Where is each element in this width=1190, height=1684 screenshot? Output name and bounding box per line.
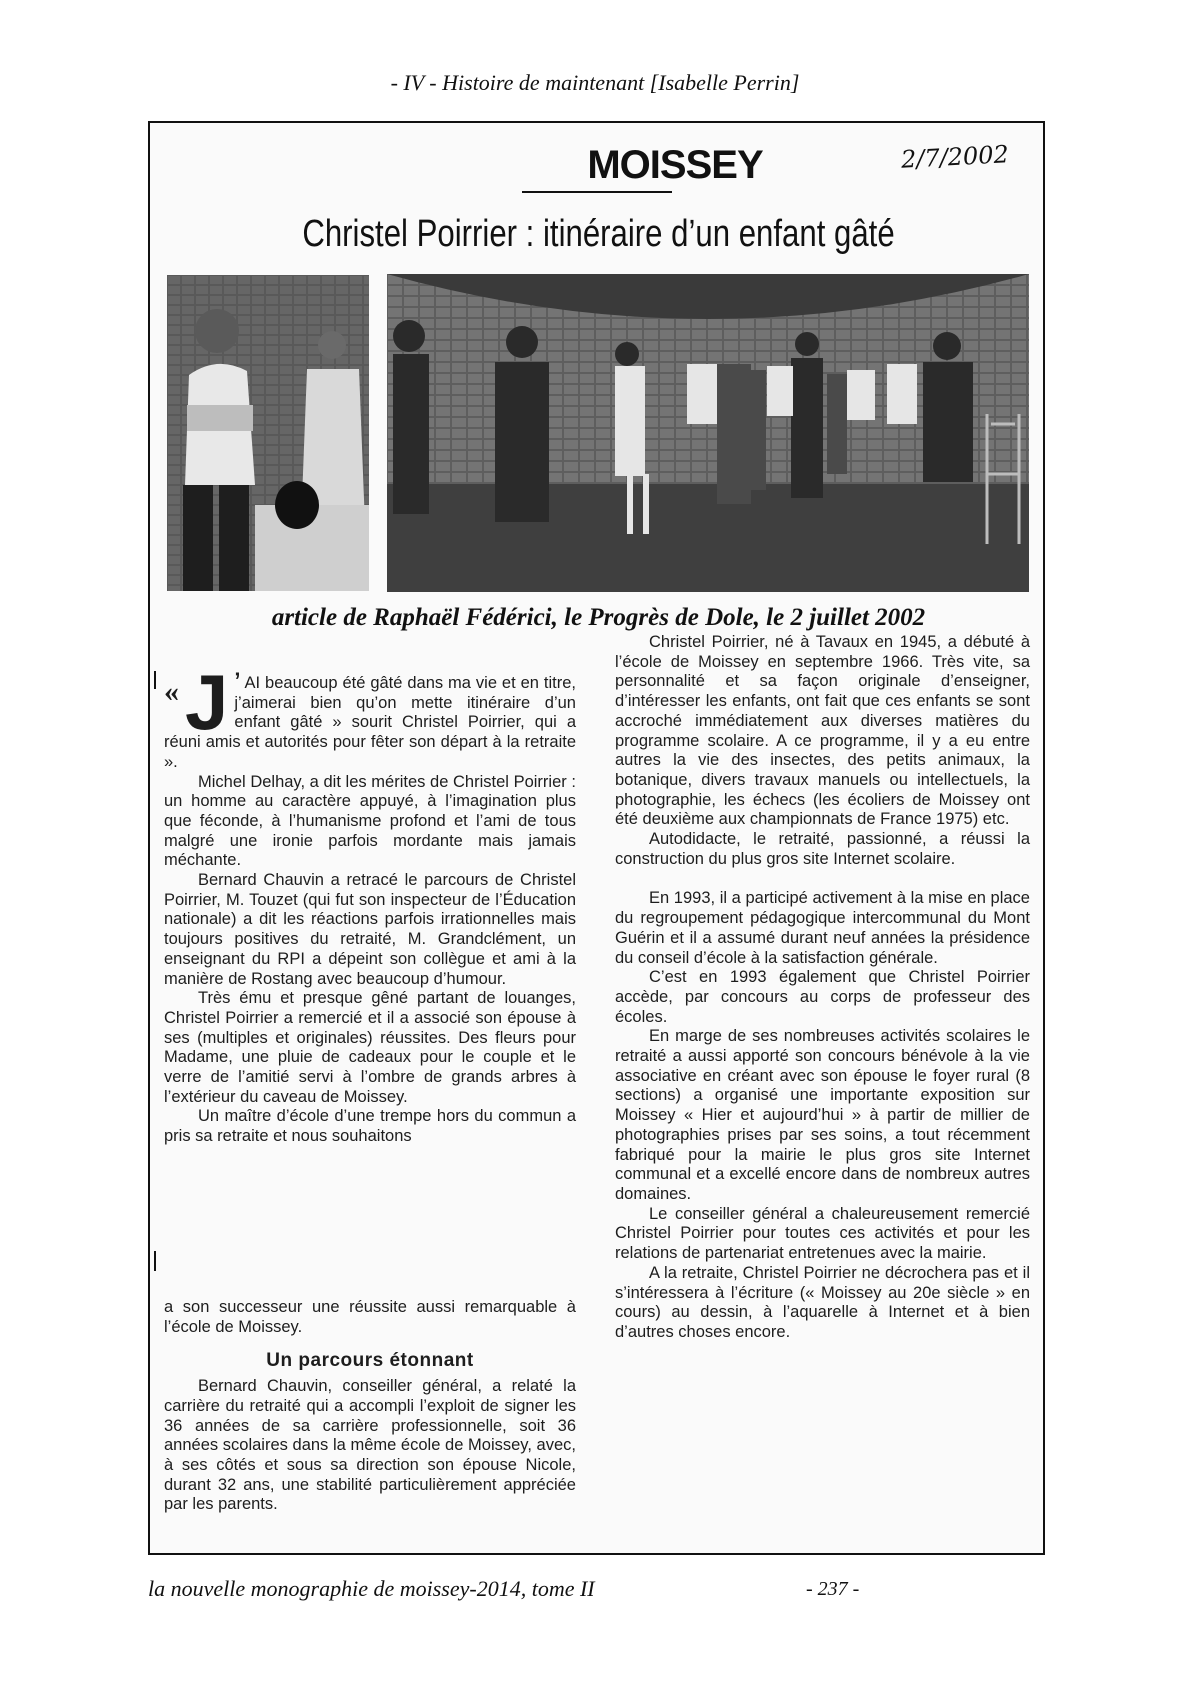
dropcap: J [185, 658, 229, 746]
paragraph-text: C’est en 1993 également que Christel Poirrier accède, par concours au corps de professeur des écoles. [615, 968, 1030, 1026]
subheading: Un parcours étonnant [266, 1350, 474, 1372]
opening-paragraph [164, 658, 576, 773]
column-gap [615, 869, 1030, 889]
paragraph-text: Christel Poirrier, né à Tavaux en 1945, a débuté à l’école de Moissey en septembre 1966. Très vite, sa personnalité et sa façon originale d’enseigner, d’intéresser les enfants, ont fait que ces enfants se sont accroché immédiatement aux diverses matières du programme scolaire. A ce programme, il y a eu entre autres la vie des insectes, des petits animaux, la botanique, divers travaux manuels ou intellectuels, la photographie, les échecs (les écoliers de Moissey ont été deuxième aux championnats de France 1975) etc. [615, 633, 1030, 829]
dropcap-apostrophe: ’ [234, 668, 241, 693]
paragraph-text: En 1993, il a participé activement à la mise en place du regroupement pédagogique intercommunal du Mont Guérin et il a assumé durant neuf années la présidence du conseil d’école à la satisfaction générale. [615, 889, 1030, 967]
page-number: - 237 - [806, 1578, 860, 1600]
handwritten-date: 2/7/2002 [900, 140, 1010, 174]
left-column [164, 658, 576, 1147]
paragraph-text: En marge de ses nombreuses activités scolaires le retraité a aussi apporté son concours bénévole à la vie associative en créant avec son épouse le foyer rural (8 sections) a organisé une importante exposition sur Moissey « Hier et aujourd’hui » à partir de millier de photographies prises par ses soins, a tout récemment fabriqué pour la mairie le plus gros site Internet communal et a excellé encore dans de nombreux autres domaines. [615, 1027, 1030, 1203]
photo-portrait-speaker [167, 275, 369, 591]
paragraph-text: Très ému et presque gêné partant de louanges, Christel Poirrier a remercié et il a associé son épouse à ses (multiples et originales) réussites. Des fleurs pour Madame, une pluie de cadeaux pour le couple et le verre de l’amitié servi à l’ombre de grands arbres à l’extérieur du caveau de Moissey. [164, 989, 576, 1106]
headline: Christel Poirrier : itinéraire d’un enfant gâté [302, 213, 895, 255]
page-header: - IV - Histoire de maintenant [Isabelle Perrin] [390, 70, 800, 95]
footer-book-title: la nouvelle monographie de moissey-2014, tome II [148, 1576, 595, 1601]
paragraph-text: Autodidacte, le retraité, passionné, a réussi la construction du plus gros site Internet scolaire. [615, 830, 1030, 868]
newspaper-clipping [148, 121, 1045, 1555]
paragraph-text: Bernard Chauvin, conseiller général, a relaté la carrière du retraité qui a accompli l’exploit de signer les 36 années de sa carrière professionnelle, soit 36 années scolaires dans la même école de Moissey, avec, à ses côtés et sous sa direction son épouse Nicole, durant 32 ans, une stabilité particulièrement appréciée par les parents. [164, 1377, 576, 1514]
paragraph-text: a son successeur une réussite aussi remarquable à l’école de Moissey. [164, 1298, 576, 1336]
paragraph-text: Michel Delhay, a dit les mérites de Christel Poirrier : un homme au caractère appuyé, à l’imagination plus que féconde, à l’humanisme profond et l’ami de tous malgré une ironie parfois mordante mais jamais méchante. [164, 772, 576, 870]
paragraph-text: A la retraite, Christel Poirrier ne décrochera pas et il s’intéressera à l’écriture (« Moissey au 20e siècle » en cours) au dessin, à l’aquarelle à Internet et à bien d’autres choses encore. [615, 1263, 1030, 1341]
paragraph-text: Bernard Chauvin a retracé le parcours de Christel Poirrier, M. Touzet (qui fut son inspecteur de l’Éducation nationale) a dit les réactions parfois irrationnelles mais toujours positives du retraité, M. Grandclément, un enseignant du RPI a dépeint son collègue et ami à la manière de Rostang avec beaucoup d’humour. [164, 871, 576, 988]
photo-group-reception [387, 274, 1029, 592]
left-column-continued [164, 1298, 576, 1515]
column-rule [154, 1251, 156, 1271]
right-column [615, 633, 1030, 1343]
paragraph-text: AI beaucoup été gâté dans ma vie et en titre, j’aimerai bien qu’on mette itinéraire d’un enfant gâté » sourit Christel Poirrier, qui a réuni amis et autorités pour fêter son départ à la retraite ». [164, 674, 576, 771]
paragraph-text: Le conseiller général a chaleureusement remercié Christel Poirrier pour toutes ces activités et pour les relations de partenariat entretenues avec la mairie. [615, 1204, 1030, 1263]
opening-quote: « [164, 675, 179, 708]
masthead: MOISSEY [587, 143, 763, 187]
paragraph-text: Un maître d’école d’une trempe hors du commun a pris sa retraite et nous souhaitons [164, 1107, 576, 1146]
column-rule [154, 671, 156, 689]
article-caption: article de Raphaël Fédérici, le Progrès de Dole, le 2 juillet 2002 [271, 604, 926, 631]
masthead-underline [522, 191, 672, 193]
